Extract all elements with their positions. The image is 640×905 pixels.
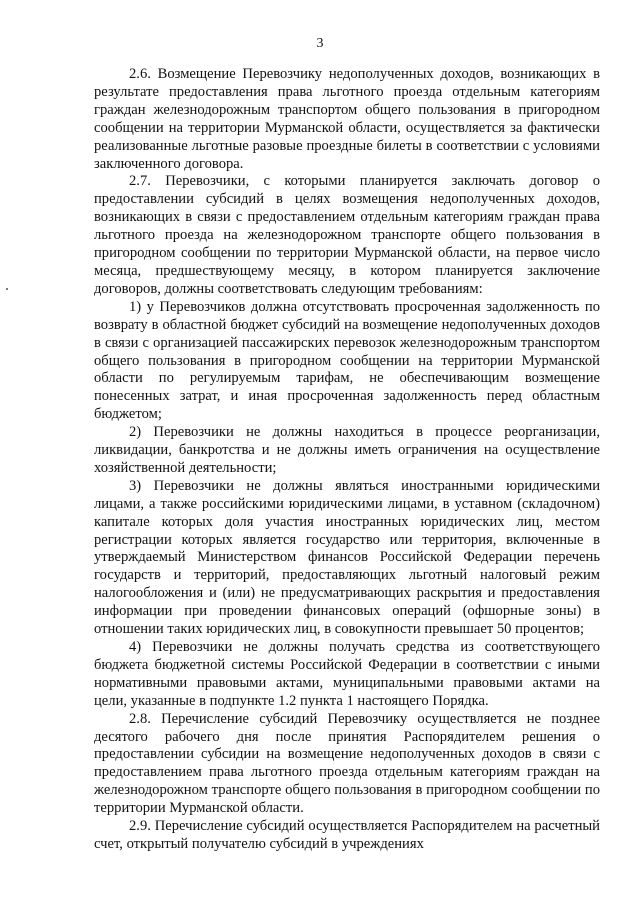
- paragraph-2-7-item-4: 4) Перевозчики не должны получать средства из соответствующего бюджета бюджетной системы Российской Федерации в соответствии с иными нормативными правовыми актами, муниципальными правовыми актами на цели, указанные в подпункте 1.2 пункта 1 настоящего Порядка.: [94, 639, 600, 709]
- paragraph-2-6: 2.6. Возмещение Перевозчику недополученных доходов, возникающих в результате предоставления права льготного проезда отдельным категориям граждан железнодорожным транспортом общего пользования в пригородном сообщении на территории Мурманской области, осуществляется за фактически реализованные льготные разовые проездные билеты в соответствии с условиями заключенного договора.: [94, 66, 600, 172]
- paragraph-2-8: 2.8. Перечисление субсидий Перевозчику осуществляется не позднее десятого рабочего дня после принятия Распорядителем решения о предоставлении субсидии на возмещение недополученных доходов в связи с предоставлением права льготного проезда отдельным категориям граждан на железнодорожном транспорте общего пользования в пригородном сообщении по территории Мурманской области.: [94, 710, 600, 817]
- paragraph-2-9: 2.9. Перечисление субсидий осуществляется Распорядителем на расчетный счет, открытый получателю субсидий в учреждениях: [94, 818, 600, 852]
- paragraph-2-7-item-2: 2) Перевозчики не должны находиться в процессе реорганизации, ликвидации, банкротства и не должны иметь ограничения на осуществление хозяйственной деятельности;: [94, 424, 600, 476]
- page-number: 3: [316, 36, 324, 51]
- paragraph-2-7-item-1: 1) у Перевозчиков должна отсутствовать просроченная задолженность по возврату в областной бюджет субсидий на возмещение недополученных доходов в связи с организацией пассажирских перевозок железнодорожным транспортом общего пользования в пригородном сообщении на территории Мурманской области по регулируемым тарифам, не обеспечивающим возмещение понесенных затрат, и иная просроченная задолженность перед областным бюджетом;: [94, 298, 600, 423]
- paragraph-2-7: 2.7. Перевозчики, с которыми планируется заключать договор о предоставлении субсидий в целях возмещения недополученных доходов, возникающих в связи с предоставлением отдельным категориям граждан права льготного проезда на железнодорожном транспорте общего пользования в пригородном сообщении по территории Мурманской области, на первое число месяца, предшествующему месяцу, в котором планируется заключение договоров, должны соответствовать следующим требованиям:: [94, 173, 600, 297]
- paragraph-2-7-item-3: 3) Перевозчики не должны являться иностранными юридическими лицами, а также российскими юридическими лицами, в уставном (складочном) капитале которых доля участия иностранных юридических лиц, местом регистрации которых является государство или территория, включенные в утверждаемый Министерством финансов Российской Федерации перечень государств и территорий, предоставляющих льготный налоговый режим налогообложения и (или) не предусматривающих раскрытия и предоставления информации при проведении финансовых операций (офшорные зоны) в отношении таких юридических лиц, в совокупности превышает 50 процентов;: [94, 477, 600, 638]
- scan-margin-mark: [6, 288, 8, 290]
- document-body: [94, 66, 600, 854]
